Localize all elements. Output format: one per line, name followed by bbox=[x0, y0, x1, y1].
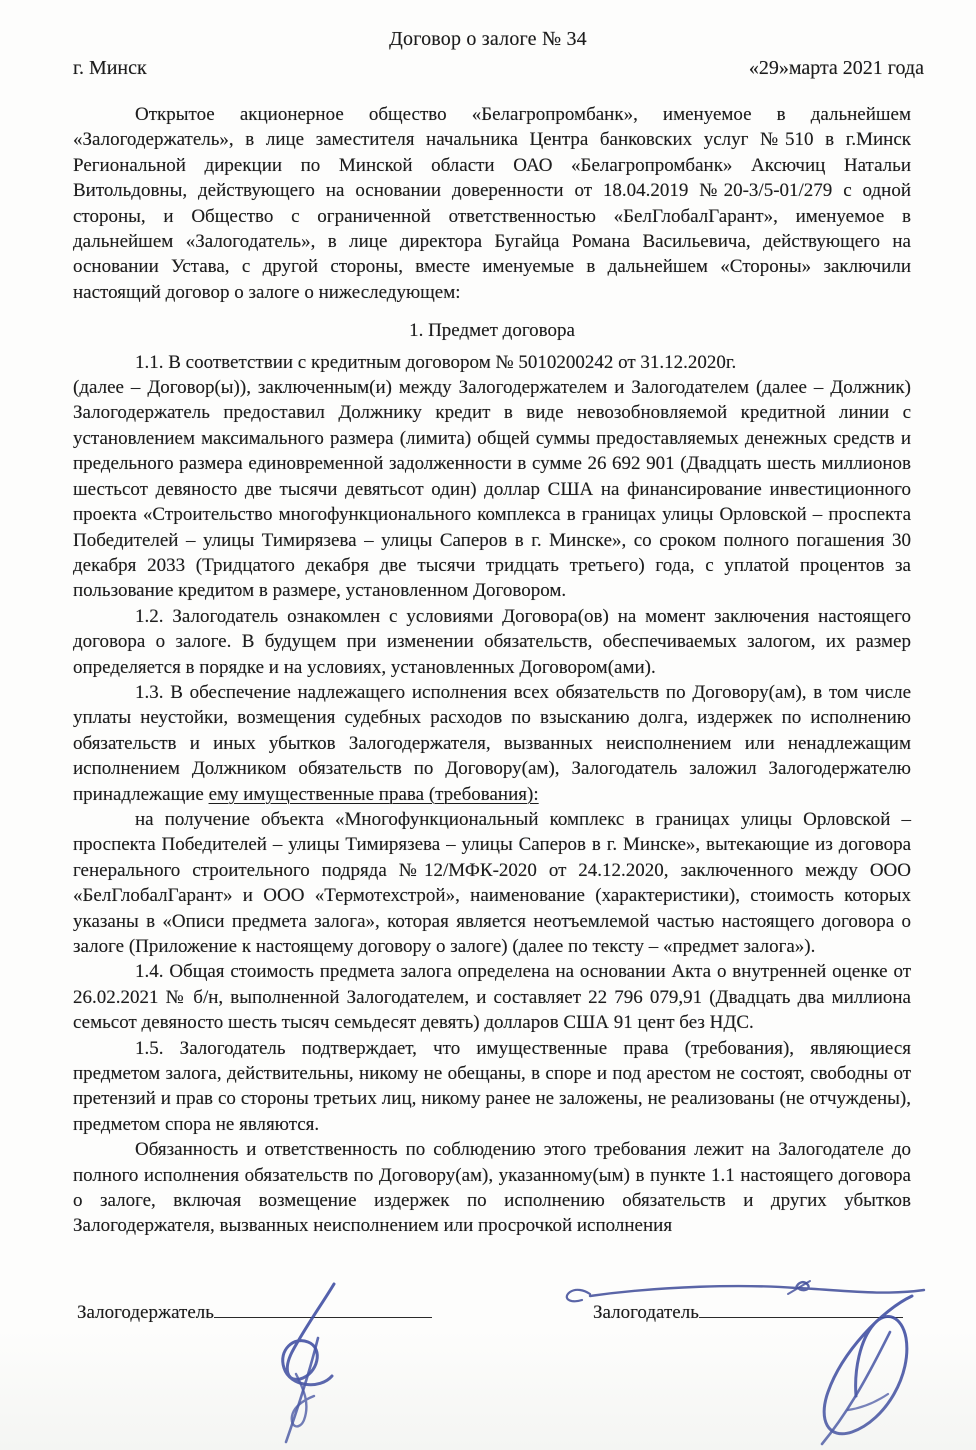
clause-1-3: 1.3. В обеспечение надлежащего исполнения всех обязательств по Договору(ам), в том числе уплаты неустойки, возмещения судебных расходов по взысканию долга, издержек по исполнению обязательств и иных убытков Залогодержателя, вызванных неисполнением или ненадлежащим исполнением Должником обязательств по Договору(ам), Залогодатель заложил Залогодержателю принадлежащие ему имущественные права (требования): bbox=[73, 681, 911, 805]
pledgor-label: Залогодатель bbox=[593, 1302, 699, 1323]
meta-row bbox=[73, 57, 924, 80]
document-title: Договор о залоге № 34 bbox=[389, 28, 587, 50]
pledgor-signature-group bbox=[593, 1302, 903, 1324]
clause-1-1-opening-line: 1.1. В соответствии с кредитным договором № 5010200242 от 31.12.2020г. bbox=[135, 351, 737, 373]
preamble: Открытое акционерное общество «Белагропромбанк», именуемое в дальнейшем «Залогодержатель», в лице заместителя начальника Центра банковских услуг №510 в г.Минск Региональной дирекции по Минской области ОАО «Белагропромбанк» Аксючиц Натальи Витольдовны, действующего на основании доверенности от 18.04.2019 №20-3/5-01/279 с одной стороны, и Общество с ограниченной ответственностью «БелГлобалГарант», именуемое в дальнейшем «Залогодатель», в лице директора Бугайца Романа Васильевича, действующего на основании Устава, с другой стороны, вместе именуемые в дальнейшем «Стороны» заключили настоящий договор о залоге о нижеследующем: bbox=[73, 104, 911, 303]
pledged-rights-description: на получение объекта «Многофункциональный комплекс в границах улицы Орловской – проспекта Победителей – улицы Тимирязева – улицы Саперов в г. Минске», вытекающие из договора генерального строительного подряда №12/МФК-2020 от 24.12.2020, заключенного между ООО «БелГлобалГарант» и ООО «Термотехстрой», наименование (характеристики), стоимость которых указаны в «Описи предмета залога», которая является неотъемлемой частью настоящего договора о залоге (Приложение к настоящему договору о залоге) (далее по тексту – «предмет залога»). bbox=[73, 808, 911, 957]
place-label: г. Минск bbox=[73, 57, 147, 79]
clause-1-5: 1.5. Залогодатель подтверждает, что имущественные права (требования), являющиеся предметом залога, действительны, никому не обещаны, в споре и под арестом не состоят, свободны от претензий и прав со стороны третьих лиц, никому ранее не заложены, не реализованы (не отчуждены), предметом спора не являются. bbox=[73, 1037, 911, 1135]
clause-1-4: 1.4. Общая стоимость предмета залога определена на основании Акта о внутренней оценке от 26.02.2021 № б/н, выполненной Залогодателем, и составляет 22 796 079,91 (Двадцать два миллиона семьсот девяносто шесть тысяч семьдесят девять) долларов США 91 цент без НДС. bbox=[73, 961, 911, 1034]
pledgee-label: Залогодержатель bbox=[77, 1302, 214, 1323]
clause-1-3-underlined-phrase: ему имущественные права (требования): bbox=[208, 783, 539, 805]
date-label: «29»марта 2021 года bbox=[748, 57, 924, 79]
clause-1-1-body: (далее – Договор(ы)), заключенным(и) между Залогодержателем и Залогодателем (далее – Должник) Залогодержатель предоставил Должнику кредит в виде невозобновляемой кредитной линии с установлением максимального размера (лимита) общей суммы предоставляемых денежных средств и предельного размера единовременной задолженности в сумме 26 692 901 (Двадцать шесть миллионов шестьсот девяносто две тысячи девятьсот один) доллар США на финансирование инвестиционного проекта «Строительство многофункционального комплекса в границах улицы Орловской – проспекта Победителей – улицы Тимирязева – улицы Саперов в г. Минске», со сроком полного погашения 30 декабря 2033 (Тридцатого декабря две тысячи тридцать третьего) года, с уплатой процентов за пользование кредитом в размере, установленном Договором. bbox=[73, 377, 911, 602]
pledgee-signature-group bbox=[77, 1302, 432, 1324]
pledgor-signature-line bbox=[699, 1303, 903, 1318]
obligation-note: Обязанность и ответственность по соблюдению этого требования лежит на Залогодателе до полного исполнения обязательств по Договору(ам), указанному(ым) в пункте 1.1 настоящего договора о залоге, включая возмещение издержек по исполнению обязательств и других убытков Залогодержателя, вызванных неисполнением или просрочкой исполнения bbox=[73, 1139, 911, 1237]
document-body bbox=[73, 102, 911, 1239]
clause-1-2: 1.2. Залогодатель ознакомлен с условиями Договора(ов) на момент заключения настоящего договора о залоге. В будущем при изменении обязательств, обеспечиваемых залогом, их размер определяется в порядке и на условиях, установленных Договором(ами). bbox=[73, 605, 911, 678]
pledgee-signature-line bbox=[214, 1303, 432, 1318]
signature-block bbox=[73, 1302, 924, 1342]
section-1-heading: 1. Предмет договора bbox=[409, 320, 575, 342]
